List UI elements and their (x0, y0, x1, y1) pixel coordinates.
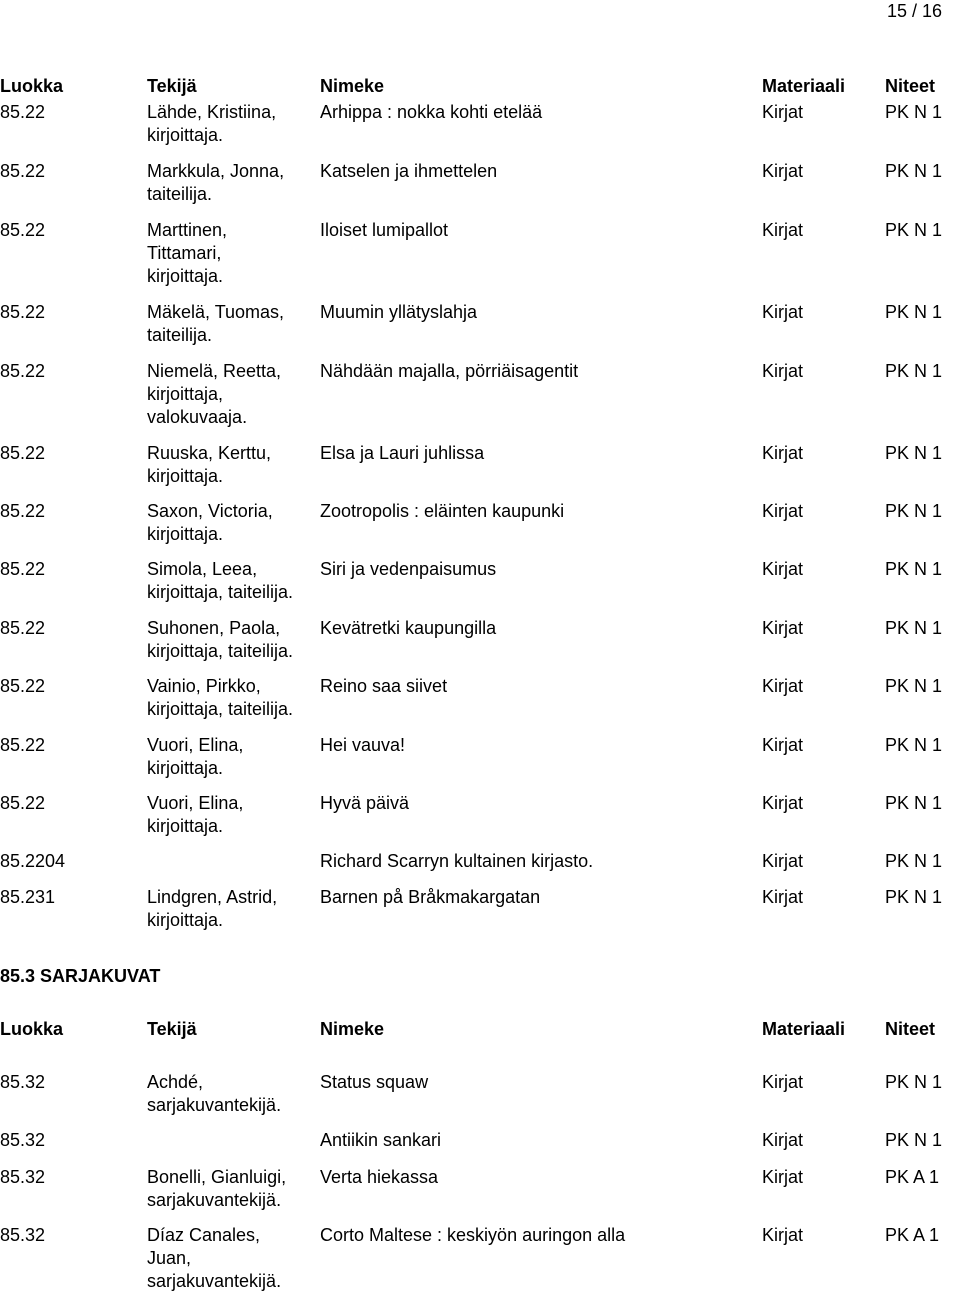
cell-tekija-line: kirjoittaja, (147, 384, 224, 404)
cell-tekija-line: Markkula, Jonna, (147, 161, 285, 181)
cell-nimeke: Hei vauva! (320, 735, 406, 755)
cell-tekija-line: taiteilija. (147, 325, 213, 345)
cell-tekija-line: kirjoittaja, taiteilija. (147, 699, 294, 719)
cell-materiaali: Kirjat (762, 887, 804, 907)
column-header-materiaali: Materiaali (762, 1019, 846, 1039)
cell-niteet: PK N 1 (885, 361, 943, 381)
cell-nimeke: Verta hiekassa (320, 1167, 439, 1187)
cell-tekija-line: Vuori, Elina, (147, 793, 244, 813)
cell-materiaali: Kirjat (762, 443, 804, 463)
cell-tekija-line: kirjoittaja, taiteilija. (147, 641, 294, 661)
cell-luokka: 85.22 (0, 161, 46, 181)
cell-tekija-line: Lindgren, Astrid, (147, 887, 278, 907)
cell-nimeke: Arhippa : nokka kohti etelää (320, 102, 543, 122)
cell-luokka: 85.22 (0, 220, 46, 240)
cell-luokka: 85.231 (0, 887, 56, 907)
cell-materiaali: Kirjat (762, 793, 804, 813)
cell-tekija-line: kirjoittaja. (147, 466, 224, 486)
cell-nimeke: Kevätretki kaupungilla (320, 618, 497, 638)
cell-luokka: 85.22 (0, 676, 46, 696)
cell-tekija-line: Achdé, (147, 1072, 204, 1092)
cell-materiaali: Kirjat (762, 220, 804, 240)
cell-nimeke: Katselen ja ihmettelen (320, 161, 498, 181)
cell-materiaali: Kirjat (762, 501, 804, 521)
cell-materiaali: Kirjat (762, 361, 804, 381)
column-header-tekija: Tekijä (147, 1019, 197, 1039)
cell-tekija-line: kirjoittaja. (147, 758, 224, 778)
cell-materiaali: Kirjat (762, 851, 804, 871)
cell-luokka: 85.22 (0, 443, 46, 463)
cell-niteet: PK N 1 (885, 1072, 943, 1092)
cell-luokka: 85.22 (0, 302, 46, 322)
cell-tekija-line: kirjoittaja. (147, 524, 224, 544)
cell-tekija-line: kirjoittaja. (147, 910, 224, 930)
cell-niteet: PK N 1 (885, 443, 943, 463)
cell-nimeke: Nähdään majalla, pörriäisagentit (320, 361, 579, 381)
column-header-luokka: Luokka (0, 76, 64, 96)
cell-niteet: PK N 1 (885, 1130, 943, 1150)
cell-nimeke: Richard Scarryn kultainen kirjasto. (320, 851, 594, 871)
cell-nimeke: Corto Maltese : keskiyön auringon alla (320, 1225, 626, 1245)
column-header-luokka: Luokka (0, 1019, 64, 1039)
cell-luokka: 85.32 (0, 1130, 46, 1150)
cell-nimeke: Reino saa siivet (320, 676, 448, 696)
cell-niteet: PK N 1 (885, 851, 943, 871)
cell-niteet: PK N 1 (885, 618, 943, 638)
cell-tekija-line: Vainio, Pirkko, (147, 676, 261, 696)
column-header-nimeke: Nimeke (320, 76, 385, 96)
cell-niteet: PK N 1 (885, 161, 943, 181)
cell-materiaali: Kirjat (762, 1130, 804, 1150)
cell-luokka: 85.22 (0, 361, 46, 381)
cell-tekija-line: kirjoittaja. (147, 816, 224, 836)
cell-materiaali: Kirjat (762, 618, 804, 638)
cell-nimeke: Siri ja vedenpaisumus (320, 559, 497, 579)
column-header-nimeke: Nimeke (320, 1019, 385, 1039)
cell-tekija-line: Ruuska, Kerttu, (147, 443, 272, 463)
cell-materiaali: Kirjat (762, 735, 804, 755)
cell-tekija-line: Tittamari, (147, 243, 222, 263)
column-header-materiaali: Materiaali (762, 76, 846, 96)
cell-tekija-line: Niemelä, Reetta, (147, 361, 282, 381)
cell-luokka: 85.22 (0, 501, 46, 521)
cell-niteet: PK A 1 (885, 1167, 940, 1187)
cell-niteet: PK N 1 (885, 302, 943, 322)
cell-niteet: PK N 1 (885, 501, 943, 521)
cell-luokka: 85.22 (0, 618, 46, 638)
cell-tekija-line: Bonelli, Gianluigi, (147, 1167, 287, 1187)
cell-tekija-line: Juan, (147, 1248, 192, 1268)
column-header-niteet: Niteet (885, 76, 936, 96)
cell-luokka: 85.22 (0, 735, 46, 755)
cell-nimeke: Muumin yllätyslahja (320, 302, 478, 322)
cell-nimeke: Zootropolis : eläinten kaupunki (320, 501, 565, 521)
cell-luokka: 85.32 (0, 1072, 46, 1092)
cell-nimeke: Status squaw (320, 1072, 429, 1092)
cell-tekija-line: Mäkelä, Tuomas, (147, 302, 285, 322)
cell-niteet: PK N 1 (885, 676, 943, 696)
cell-tekija-line: Saxon, Victoria, (147, 501, 273, 521)
cell-tekija-line: taiteilija. (147, 184, 213, 204)
cell-luokka: 85.32 (0, 1225, 46, 1245)
cell-luokka: 85.22 (0, 793, 46, 813)
cell-tekija-line: sarjakuvantekijä. (147, 1190, 282, 1210)
cell-tekija-line: sarjakuvantekijä. (147, 1271, 282, 1291)
cell-materiaali: Kirjat (762, 1072, 804, 1092)
cell-niteet: PK N 1 (885, 887, 943, 907)
cell-niteet: PK N 1 (885, 220, 943, 240)
cell-materiaali: Kirjat (762, 161, 804, 181)
cell-niteet: PK N 1 (885, 102, 943, 122)
cell-niteet: PK N 1 (885, 559, 943, 579)
cell-niteet: PK A 1 (885, 1225, 940, 1245)
cell-luokka: 85.2204 (0, 851, 66, 871)
cell-materiaali: Kirjat (762, 559, 804, 579)
cell-nimeke: Elsa ja Lauri juhlissa (320, 443, 485, 463)
cell-nimeke: Hyvä päivä (320, 793, 410, 813)
cell-tekija-line: sarjakuvantekijä. (147, 1095, 282, 1115)
page-number: 15 / 16 (886, 1, 942, 21)
cell-tekija-line: Marttinen, (147, 220, 228, 240)
column-header-niteet: Niteet (885, 1019, 936, 1039)
cell-nimeke: Antiikin sankari (320, 1130, 442, 1150)
cell-tekija-line: Suhonen, Paola, (147, 618, 281, 638)
cell-tekija-line: valokuvaaja. (147, 407, 248, 427)
section-title: 85.3 SARJAKUVAT (0, 966, 161, 986)
cell-tekija-line: kirjoittaja, taiteilija. (147, 582, 294, 602)
cell-materiaali: Kirjat (762, 302, 804, 322)
cell-luokka: 85.32 (0, 1167, 46, 1187)
cell-materiaali: Kirjat (762, 676, 804, 696)
cell-tekija-line: Simola, Leea, (147, 559, 258, 579)
cell-niteet: PK N 1 (885, 793, 943, 813)
cell-materiaali: Kirjat (762, 1225, 804, 1245)
cell-niteet: PK N 1 (885, 735, 943, 755)
cell-tekija-line: Lähde, Kristiina, (147, 102, 277, 122)
cell-materiaali: Kirjat (762, 102, 804, 122)
cell-tekija-line: Díaz Canales, (147, 1225, 261, 1245)
cell-nimeke: Barnen på Bråkmakargatan (320, 887, 541, 907)
cell-luokka: 85.22 (0, 559, 46, 579)
cell-materiaali: Kirjat (762, 1167, 804, 1187)
cell-tekija-line: Vuori, Elina, (147, 735, 244, 755)
cell-nimeke: Iloiset lumipallot (320, 220, 449, 240)
column-header-tekija: Tekijä (147, 76, 197, 96)
cell-luokka: 85.22 (0, 102, 46, 122)
cell-tekija-line: kirjoittaja. (147, 125, 224, 145)
cell-tekija-line: kirjoittaja. (147, 266, 224, 286)
